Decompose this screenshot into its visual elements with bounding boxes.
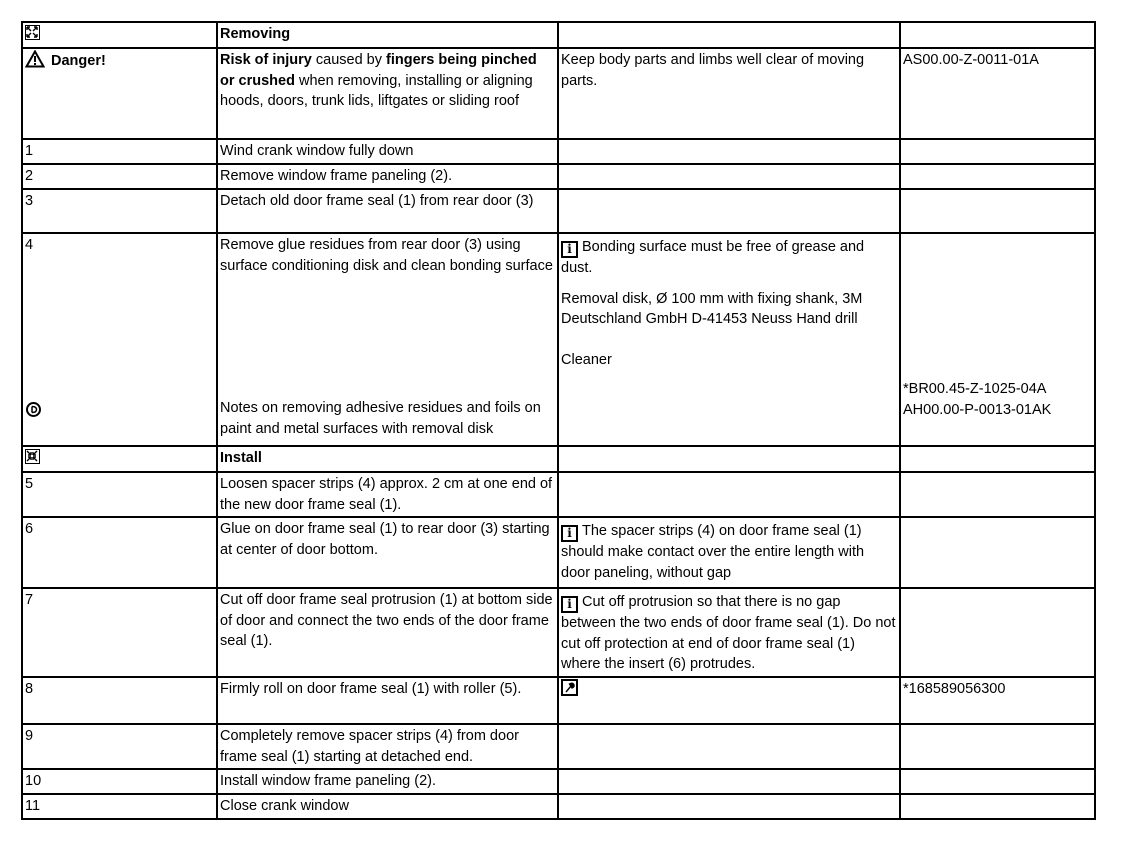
substep-note: Notes on removing adhesive residues and foils on paint and metal surfaces with removal disk bbox=[220, 400, 541, 437]
section-row-removing bbox=[22, 22, 1095, 48]
step-text: Completely remove spacer strips (4) from door frame seal (1) starting at detached end. bbox=[217, 724, 558, 769]
info-icon: i bbox=[561, 241, 578, 258]
step-number: 11 bbox=[22, 794, 217, 819]
step-number: 5 bbox=[22, 472, 217, 517]
step-row bbox=[22, 517, 1095, 588]
danger-label: Danger! bbox=[51, 53, 106, 69]
notes-circle-icon bbox=[26, 402, 41, 417]
step-number: 1 bbox=[22, 139, 217, 164]
cleaner-ref-link[interactable]: *BR00.45-Z-1025-04A bbox=[903, 381, 1047, 397]
step-row bbox=[22, 724, 1095, 769]
section-title-install: Install bbox=[217, 446, 558, 472]
step-text: Loosen spacer strips (4) approx. 2 cm at one end of the new door frame seal (1). bbox=[217, 472, 558, 517]
tool-icon bbox=[561, 679, 578, 696]
step-row bbox=[22, 233, 1095, 446]
procedure-table bbox=[21, 21, 1096, 820]
step-note: Bonding surface must be free of grease and dust. bbox=[561, 239, 865, 276]
install-arrows-icon bbox=[25, 449, 40, 464]
step-text: Firmly roll on door frame seal (1) with roller (5). bbox=[217, 677, 558, 724]
section-title-removing: Removing bbox=[217, 22, 558, 48]
info-icon: i bbox=[561, 596, 578, 613]
step-number: 10 bbox=[22, 769, 217, 794]
warning-triangle-icon bbox=[25, 50, 45, 75]
step-text: Detach old door frame seal (1) from rear door (3) bbox=[217, 189, 558, 233]
section-row-install bbox=[22, 446, 1095, 472]
step-row bbox=[22, 769, 1095, 794]
tool-ref-link[interactable]: *168589056300 bbox=[900, 677, 1095, 724]
step-row bbox=[22, 139, 1095, 164]
step-text: Install window frame paneling (2). bbox=[217, 769, 558, 794]
step-text: Remove window frame paneling (2). bbox=[217, 164, 558, 189]
danger-row bbox=[22, 48, 1095, 139]
step-row bbox=[22, 189, 1095, 233]
step-number: 3 bbox=[22, 189, 217, 233]
step-row bbox=[22, 164, 1095, 189]
danger-remedy: Keep body parts and limbs well clear of moving parts. bbox=[558, 48, 900, 139]
notes-ref-link[interactable]: AH00.00-P-0013-01AK bbox=[903, 401, 1052, 418]
step-number: 9 bbox=[22, 724, 217, 769]
step-number: 8 bbox=[22, 677, 217, 724]
step-number: 7 bbox=[22, 588, 217, 677]
danger-risk-text: Risk of injury caused by fingers being pinched or crushed when removing, installing or aligning hoods, doors, trunk lids, liftgates or sliding roof bbox=[217, 48, 558, 139]
step-text: Remove glue residues from rear door (3) using surface conditioning disk and clean bonding surface bbox=[220, 237, 553, 274]
tools-list: Removal disk, Ø 100 mm with fixing shank, 3M Deutschland GmbH D-41453 Neuss Hand drill bbox=[561, 290, 863, 327]
removing-arrows-icon bbox=[25, 25, 40, 40]
step-note: The spacer strips (4) on door frame seal (1) should make contact over the entire length with door paneling, without gap bbox=[561, 523, 865, 581]
danger-ref-link[interactable]: AS00.00-Z-0011-01A bbox=[900, 48, 1095, 139]
step-row bbox=[22, 472, 1095, 517]
cleaner-label: Cleaner bbox=[561, 351, 612, 368]
step-text: Cut off door frame seal protrusion (1) at bottom side of door and connect the two ends of the door frame seal (1). bbox=[217, 588, 558, 677]
info-icon: i bbox=[561, 525, 578, 542]
step-number: 4 bbox=[25, 237, 34, 253]
step-note: Cut off protrusion so that there is no gap between the two ends of door frame seal (1). Do not cut off protection at end of door frame seal (1) where the insert (6) protrudes. bbox=[561, 594, 896, 672]
step-row bbox=[22, 794, 1095, 819]
step-text: Wind crank window fully down bbox=[217, 139, 558, 164]
step-text: Close crank window bbox=[217, 794, 558, 819]
step-text: Glue on door frame seal (1) to rear door (3) starting at center of door bottom. bbox=[217, 517, 558, 588]
step-number: 6 bbox=[22, 517, 217, 588]
step-row bbox=[22, 677, 1095, 724]
step-number: 2 bbox=[22, 164, 217, 189]
step-row bbox=[22, 588, 1095, 677]
